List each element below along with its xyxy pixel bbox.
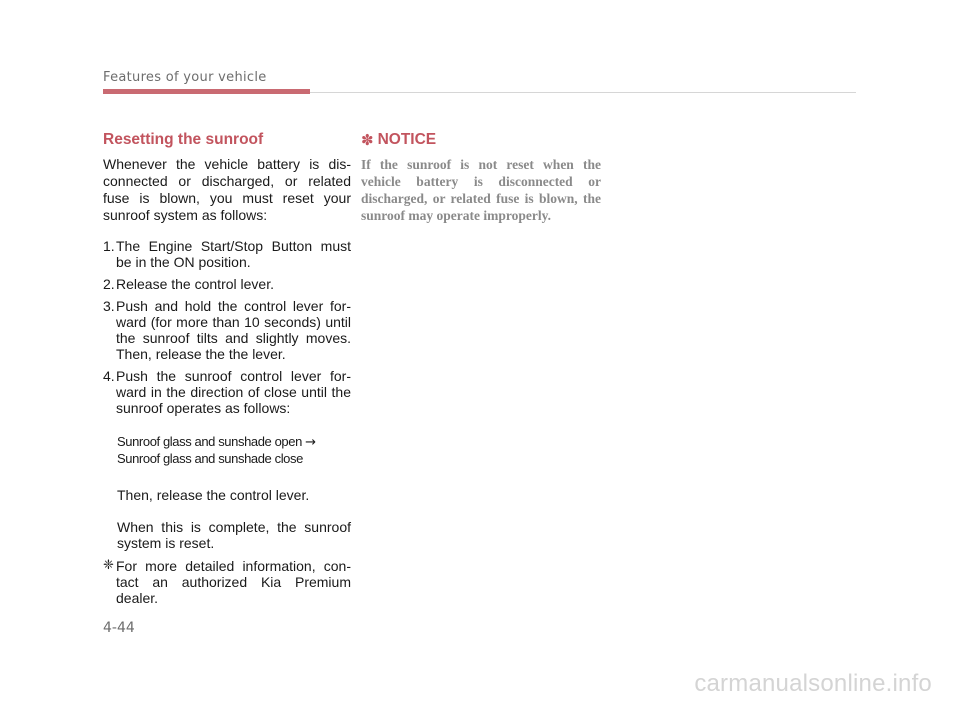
step-text: Release the control lever.	[116, 276, 274, 292]
step-number: 3.	[103, 298, 115, 314]
intro-paragraph: Whenever the vehicle battery is dis-connected or discharged, or related fuse is blown, you must reset your sunroof system as follows:	[103, 156, 351, 223]
step-text: The Engine Start/Stop Button must be in the ON position.	[116, 238, 351, 270]
step-number: 1.	[103, 238, 115, 254]
step-item	[103, 298, 351, 362]
page-header-title: Features of your vehicle	[103, 70, 267, 85]
page-number: 4-44	[103, 620, 135, 636]
step-number: 4.	[103, 368, 115, 384]
step-item	[103, 368, 351, 416]
left-column	[103, 131, 351, 606]
step-text: Push the sunroof control lever for-ward in the direction of close until the sunroof operates as follows:	[116, 368, 351, 416]
sequence-line-2: Sunroof glass and sunshade close	[117, 451, 303, 466]
notice-heading	[361, 131, 601, 149]
complete-text: When this is complete, the sunroof system is reset.	[117, 519, 351, 551]
notice-asterisk-icon: ✽	[361, 131, 374, 149]
footnote	[103, 558, 351, 606]
then-release-text: Then, release the control lever.	[117, 487, 310, 503]
notice-body: If the sunroof is not reset when the vehicle battery is disconnected or discharged, or related fuse is blown, the sunroof may operate improperly.	[361, 157, 601, 223]
header-accent-bar	[103, 89, 310, 94]
sequence-line-1: Sunroof glass and sunshade open	[117, 434, 302, 449]
step-item	[103, 238, 351, 270]
steps-list	[103, 238, 351, 416]
step-item	[103, 276, 351, 292]
header-divider	[310, 92, 856, 93]
section-title: Resetting the sunroof	[103, 131, 264, 148]
right-column	[361, 131, 601, 224]
step-number: 2.	[103, 276, 115, 292]
footnote-text: For more detailed information, con-tact an authorized Kia Premium dealer.	[116, 558, 351, 606]
watermark: carmanualsonline.info	[694, 670, 932, 697]
arrow-right-icon: →	[305, 435, 316, 450]
step-text: Push and hold the control lever for-ward (for more than 10 seconds) until the sunroof tilts and slightly moves. Then, release the the lever.	[116, 298, 351, 362]
notice-title: NOTICE	[377, 131, 437, 148]
footnote-icon: ❈	[103, 558, 114, 573]
operation-sequence	[103, 434, 351, 467]
